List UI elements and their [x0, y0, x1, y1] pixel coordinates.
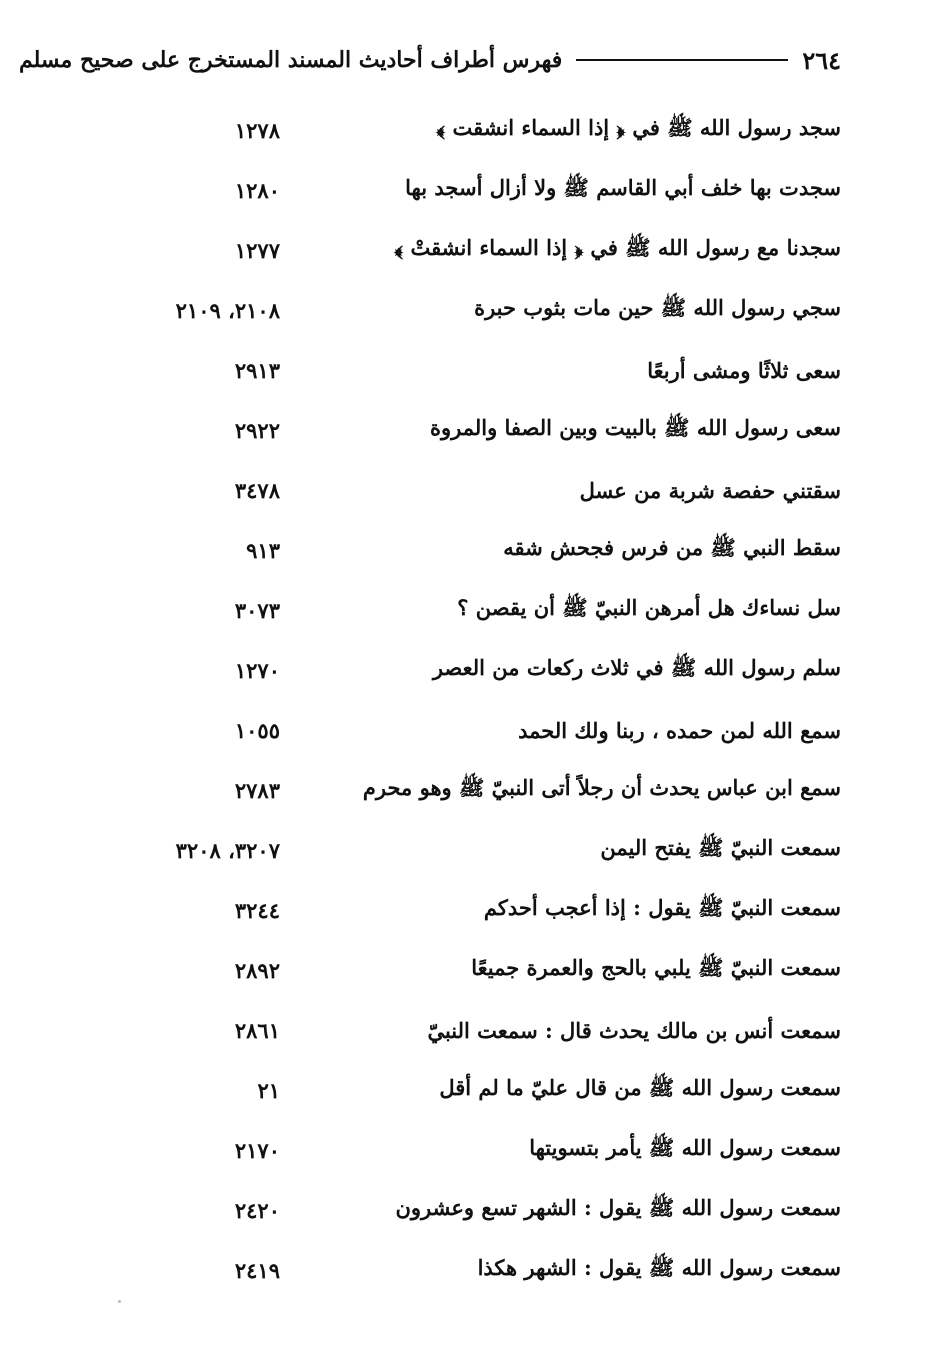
hadith-number: ٢٩١٣ — [234, 357, 280, 383]
index-entry — [60, 400, 841, 460]
index-entry — [60, 700, 841, 760]
running-title: فهرس أطراف أحاديث المسند المستخرج على صحيح مسلم — [18, 47, 563, 73]
hadith-incipit: سقط النبي ﷺ من فرس فجحش شقه — [503, 534, 841, 560]
index-entry — [60, 340, 841, 400]
index-entry — [60, 1000, 841, 1060]
hadith-incipit: سجد رسول الله ﷺ في ﴿ إذا السماء انشقت ﴾ — [436, 114, 841, 140]
hadith-number: ٣٤٧٨ — [234, 477, 280, 503]
hadith-incipit: سمع الله لمن حمده ، ربنا ولك الحمد — [518, 717, 841, 743]
header-rule — [576, 59, 788, 61]
hadith-incipit: سجي رسول الله ﷺ حين مات بثوب حبرة — [474, 294, 841, 320]
index-entry — [60, 100, 841, 160]
index-entry — [60, 580, 841, 640]
hadith-incipit: سعى ثلاثًا ومشى أربعًا — [647, 357, 841, 383]
hadith-number: ١٠٥٥ — [234, 717, 280, 743]
hadith-incipit: سمعت رسول الله ﷺ يقول : الشهر تسع وعشرون — [395, 1194, 841, 1220]
hadith-number: ١٢٧٨ — [234, 117, 280, 143]
hadith-number: ٢١٧٠ — [234, 1137, 280, 1163]
index-entry — [60, 1120, 841, 1180]
hadith-number: ٢٤٢٠ — [234, 1197, 280, 1223]
hadith-number: ٣٢٤٤ — [234, 897, 280, 923]
hadith-incipit: سمعت رسول الله ﷺ من قال عليّ ما لم أقل — [439, 1074, 841, 1100]
hadith-number: ٢٨٦١ — [234, 1017, 280, 1043]
index-entry — [60, 940, 841, 1000]
index-entry — [60, 1180, 841, 1240]
index-entries — [60, 100, 841, 1300]
index-entry — [60, 880, 841, 940]
hadith-number: ٢١٠٨، ٢١٠٩ — [175, 297, 280, 323]
hadith-incipit: سلم رسول الله ﷺ في ثلاث ركعات من العصر — [432, 654, 841, 680]
hadith-number: ٢٨٩٢ — [234, 957, 280, 983]
hadith-number: ٢١ — [257, 1077, 280, 1103]
hadith-incipit: سل نساءك هل أمرهن النبيّ ﷺ أن يقصن ؟ — [457, 594, 841, 620]
page-header — [18, 40, 841, 80]
index-entry — [60, 1240, 841, 1300]
hadith-incipit: سمعت رسول الله ﷺ يأمر بتسويتها — [529, 1134, 841, 1160]
scan-speck — [118, 1300, 121, 1303]
hadith-number: ٣٠٧٣ — [234, 597, 280, 623]
hadith-number: ٣٢٠٧، ٣٢٠٨ — [175, 837, 280, 863]
hadith-number: ١٢٨٠ — [234, 177, 280, 203]
index-entry — [60, 640, 841, 700]
hadith-number: ١٢٧٠ — [234, 657, 280, 683]
hadith-number: ٢٩٢٢ — [234, 417, 280, 443]
index-entry — [60, 1060, 841, 1120]
hadith-number: ٢٧٨٣ — [234, 777, 280, 803]
hadith-incipit: سعى رسول الله ﷺ بالبيت وبين الصفا والمروة — [429, 414, 841, 440]
hadith-incipit: سجدنا مع رسول الله ﷺ في ﴿ إذا السماء انشقتْ ﴾ — [394, 234, 841, 260]
hadith-number: ١٢٧٧ — [234, 237, 280, 263]
hadith-incipit: سمعت النبيّ ﷺ يفتح اليمن — [600, 834, 841, 860]
hadith-number: ٢٤١٩ — [234, 1257, 280, 1283]
hadith-incipit: سقتني حفصة شربة من عسل — [579, 477, 841, 503]
hadith-incipit: سمعت النبيّ ﷺ يقول : إذا أعجب أحدكم — [483, 894, 841, 920]
index-entry — [60, 820, 841, 880]
index-entry — [60, 220, 841, 280]
index-entry — [60, 460, 841, 520]
page-number: ٢٦٤ — [802, 45, 841, 75]
index-entry — [60, 520, 841, 580]
hadith-incipit: سمعت أنس بن مالك يحدث قال : سمعت النبيّ — [427, 1017, 841, 1043]
hadith-incipit: سمعت رسول الله ﷺ يقول : الشهر هكذا — [477, 1254, 841, 1280]
index-entry — [60, 160, 841, 220]
index-entry — [60, 280, 841, 340]
index-entry — [60, 760, 841, 820]
hadith-incipit: سمعت النبيّ ﷺ يلبي بالحج والعمرة جميعًا — [471, 954, 841, 980]
hadith-incipit: سمع ابن عباس يحدث أن رجلاً أتى النبيّ ﷺ وهو محرم — [362, 774, 841, 800]
hadith-incipit: سجدت بها خلف أبي القاسم ﷺ ولا أزال أسجد بها — [405, 174, 841, 200]
hadith-number: ٩١٣ — [246, 537, 280, 563]
